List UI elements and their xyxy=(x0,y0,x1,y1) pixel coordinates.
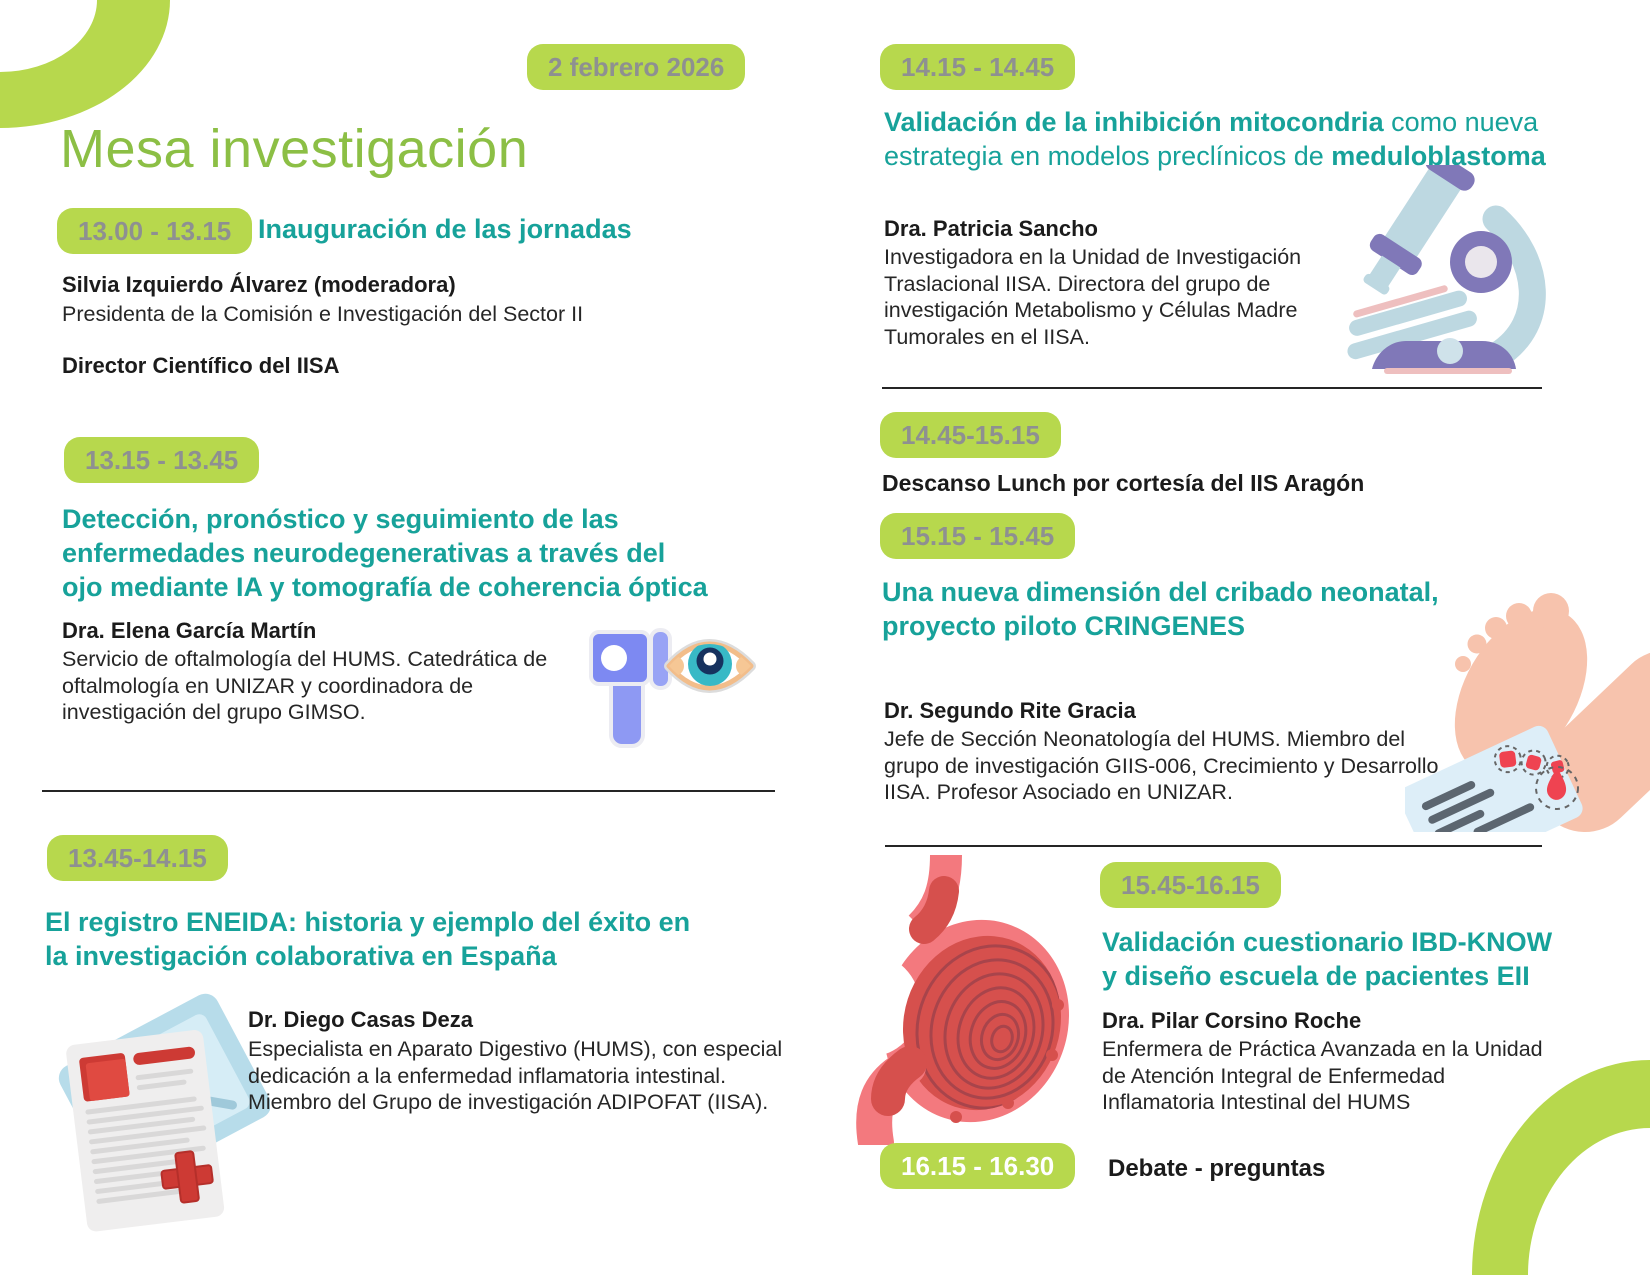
divider xyxy=(885,845,1542,847)
eye xyxy=(664,642,756,688)
time-text: 13.15 - 13.45 xyxy=(85,445,239,475)
speaker-role xyxy=(884,244,1301,350)
time-text: 16.15 - 16.30 xyxy=(901,1151,1055,1181)
time-badge-1415 xyxy=(880,44,1075,90)
speaker-name: Silvia Izquierdo Álvarez (moderadora) xyxy=(62,272,456,297)
role-line: Miembro del Grupo de investigación ADIPOFAT (IISA). xyxy=(248,1090,769,1114)
eye-oct-icon xyxy=(575,608,757,760)
time-badge-1445 xyxy=(880,412,1061,458)
speaker-name: Dra. Patricia Sancho xyxy=(884,216,1098,241)
time-text: 15.45-16.15 xyxy=(1121,870,1260,900)
role-line: investigación Metabolismo y Células Madre xyxy=(884,298,1298,322)
role-line: Servicio de oftalmología del HUMS. Catedrática de xyxy=(62,647,548,671)
session-title-cribado xyxy=(882,575,1439,643)
speaker-name: Dr. Diego Casas Deza xyxy=(248,1007,473,1032)
role-line: dedicación a la enfermedad inflamatoria intestinal. xyxy=(248,1063,727,1088)
role-line: Especialista en Aparato Digestivo (HUMS), con especial xyxy=(248,1037,783,1061)
baby-foot-screening-icon xyxy=(1405,562,1650,832)
time-badge-1300 xyxy=(57,208,252,254)
title-segment: como nueva xyxy=(1383,107,1539,137)
leg xyxy=(1585,702,1650,780)
speaker-name: Dra. Elena García Martín xyxy=(62,618,317,643)
title-line: Una nueva dimensión del cribado neonatal, xyxy=(882,577,1439,607)
role-line: Jefe de Sección Neonatología del HUMS. Miembro del xyxy=(884,727,1406,751)
role-line: Tumorales en el IISA. xyxy=(884,324,1090,349)
role-line: de Atención Integral de Enfermedad xyxy=(1102,1063,1446,1088)
session-title-mitocondria xyxy=(884,105,1546,173)
session-title-eneida xyxy=(45,905,690,973)
stomach-icon xyxy=(850,855,1070,1145)
role-line: Inflamatoria Intestinal del HUMS xyxy=(1102,1090,1411,1114)
speaker-role xyxy=(884,726,1439,806)
date-badge xyxy=(527,44,745,90)
time-text: 14.45-15.15 xyxy=(901,420,1040,450)
speaker-role xyxy=(248,1036,782,1116)
title-line: ojo mediante IA y tomografía de coherencia óptica xyxy=(62,572,708,602)
time-text: 14.15 - 14.45 xyxy=(901,52,1055,82)
title-line: proyecto piloto CRINGENES xyxy=(882,611,1246,641)
divider xyxy=(882,387,1542,389)
microscope-icon xyxy=(1300,165,1550,377)
session-title-ibdknow xyxy=(1102,925,1552,993)
session-title-deteccion xyxy=(62,502,708,604)
role-line: grupo de investigación GIIS-006, Crecimiento y Desarrollo xyxy=(884,753,1439,778)
medical-records-icon xyxy=(40,975,270,1235)
title-segment-bold: Validación de la inhibición mitocondria xyxy=(884,107,1384,137)
session-title-descanso: Descanso Lunch por cortesía del IIS Aragón xyxy=(882,470,1365,496)
time-text: 13.45-14.15 xyxy=(68,843,207,873)
time-badge-1615 xyxy=(880,1143,1075,1189)
time-badge-1345 xyxy=(47,835,228,881)
role-line: Investigadora en la Unidad de Investigación xyxy=(884,245,1302,269)
speaker-role: Presidenta de la Comisión e Investigación del Sector II xyxy=(62,302,584,326)
role-line: oftalmología en UNIZAR y coordinadora de xyxy=(62,673,474,698)
title-line: Validación cuestionario IBD-KNOW xyxy=(1102,927,1553,957)
title-line: El registro ENEIDA: historia y ejemplo del éxito en xyxy=(45,907,691,937)
session-title-debate: Debate - preguntas xyxy=(1108,1155,1326,1182)
time-badge-1515 xyxy=(880,513,1075,559)
title-line: y diseño escuela de pacientes EII xyxy=(1102,961,1530,991)
role-line: IISA. Profesor Asociado en UNIZAR. xyxy=(884,780,1233,804)
time-badge-1315 xyxy=(64,437,259,483)
speaker-name: Director Científico del IISA xyxy=(62,353,340,378)
role-line: Enfermera de Práctica Avanzada en la Unidad xyxy=(1102,1037,1543,1061)
speaker-role xyxy=(1102,1036,1543,1116)
date-text: 2 febrero 2026 xyxy=(548,52,725,82)
title-line: Detección, pronóstico y seguimiento de las xyxy=(62,504,619,534)
time-badge-1545 xyxy=(1100,862,1281,908)
session-title-text: Inauguración de las jornadas xyxy=(258,214,632,244)
page-title: Mesa investigación xyxy=(60,119,529,179)
time-text: 13.00 - 13.15 xyxy=(78,216,232,246)
title-line: la investigación colaborativa en España xyxy=(45,941,557,971)
role-line: investigación del grupo GIMSO. xyxy=(62,700,366,724)
divider xyxy=(42,790,775,792)
session-title-inauguracion xyxy=(258,212,632,246)
speaker-role xyxy=(62,646,547,726)
title-line: enfermedades neurodegenerativas a través del xyxy=(62,538,666,568)
speaker-name: Dr. Segundo Rite Gracia xyxy=(884,698,1136,723)
role-line: Traslacional IISA. Directora del grupo de xyxy=(884,271,1271,296)
title-segment-bold: meduloblastoma xyxy=(1331,141,1546,171)
title-segment: estrategia en modelos preclínicos de xyxy=(884,141,1332,171)
time-text: 15.15 - 15.45 xyxy=(901,521,1055,551)
ophthalmoscope xyxy=(591,630,670,746)
speaker-name: Dra. Pilar Corsino Roche xyxy=(1102,1008,1362,1033)
front-document xyxy=(65,1029,225,1232)
